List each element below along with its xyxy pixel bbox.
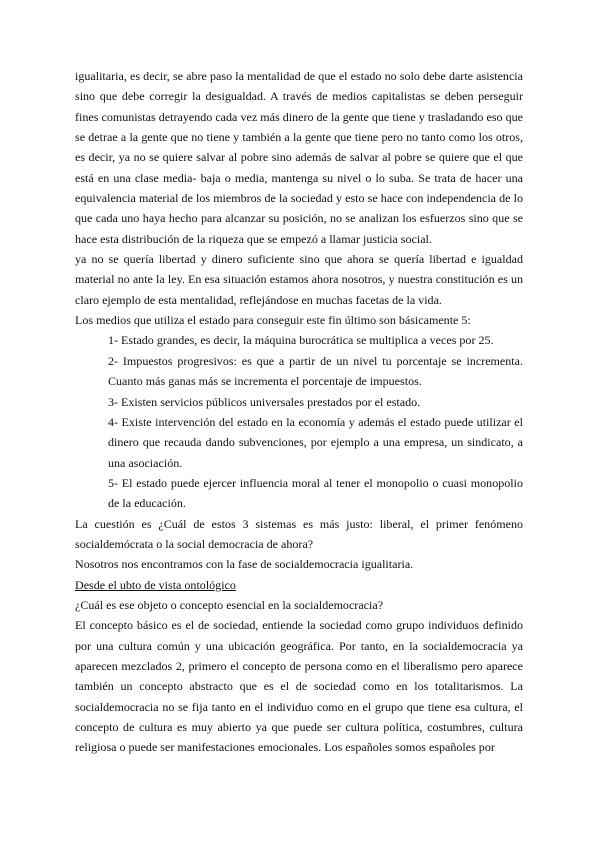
paragraph-phase: Nosotros nos encontramos con la fase de socialdemocracia igualitaria. [75, 557, 414, 572]
section-subheading: Desde el ubto de vista ontológico [75, 577, 236, 592]
list-item: 1- Estado grandes, es decir, la máquina burocrática se multiplica a veces por 25. [108, 333, 494, 348]
paragraph-means-intro: Los medios que utiliza el estado para conseguir este fin último son básicamente 5: [75, 313, 471, 328]
paragraph-material-equality: ya no se quería libertad y dinero suficiente sino que ahora se quería libertad e igualdad material no ante la ley. En esa situación estamos ahora nosotros, y nuestra constitución es un claro ejemplo de esta mentalidad, reflejándose en muchas facetas de la vida. [75, 252, 523, 307]
document-page [75, 66, 523, 758]
paragraph-ontology-question: ¿Cuál es ese objeto o concepto esencial en la socialdemocracia? [75, 597, 384, 612]
paragraph-question: La cuestión es ¿Cuál de estos 3 sistemas es más justo: liberal, el primer fenómeno socialdemócrata o la social democracia de ahora? [75, 516, 523, 551]
paragraph-society-concept: El concepto básico es el de sociedad, entiende la sociedad como grupo individuos definido por una cultura común y una ubicación geográfica. Por tanto, en la socialdemocracia ya aparecen mezclados 2, primero el concepto de persona como en el liberalismo pero aparece también un concepto abstracto que es el de sociedad como en los totalitarismos. La socialdemocracia no se fija tanto en el individuo como en el grupo que tiene esa cultura, el concepto de cultura es muy abierto ya que puede ser cultura política, costumbres, cultura religiosa o puede ser manifestaciones emocionales. Los españoles somos españoles por [75, 618, 523, 755]
list-item: 3- Existen servicios públicos universales prestados por el estado. [108, 394, 421, 409]
paragraph-social-justice: igualitaria, es decir, se abre paso la mentalidad de que el estado no solo debe darte asistencia sino que debe corregir la desigualdad. A través de medios capitalistas se deben perseguir fines comunistas detrayendo cada vez más dinero de la gente que tiene y trasladando eso que se detrae a la gente que no tiene y también a la gente que tiene pero no tanto como los otros, es decir, ya no se quiere salvar al pobre sino además de salvar al pobre se quiere que el que está en una clase media- baja o media, mantenga su nivel o lo suba. Se trata de hacer una equivalencia material de los miembros de la sociedad y esto se hace con independencia de lo que cada uno haya hecho para alcanzar su posición, no se analizan los esfuerzos sino que se hace esta distribución de la riqueza que se empezó a llamar justicia social. [75, 69, 523, 246]
list-item: 2- Impuestos progresivos: es que a partir de un nivel tu porcentaje se incrementa. Cuanto más ganas más se incrementa el porcentaje de impuestos. [108, 353, 523, 389]
list-item: 4- Existe intervención del estado en la economía y además el estado puede utilizar el dinero que recauda dando subvenciones, por ejemplo a una empresa, un sindicato, a una asociación. [108, 414, 523, 470]
list-item: 5- El estado puede ejercer influencia moral al tener el monopolio o cuasi monopolio de la educación. [108, 475, 523, 511]
